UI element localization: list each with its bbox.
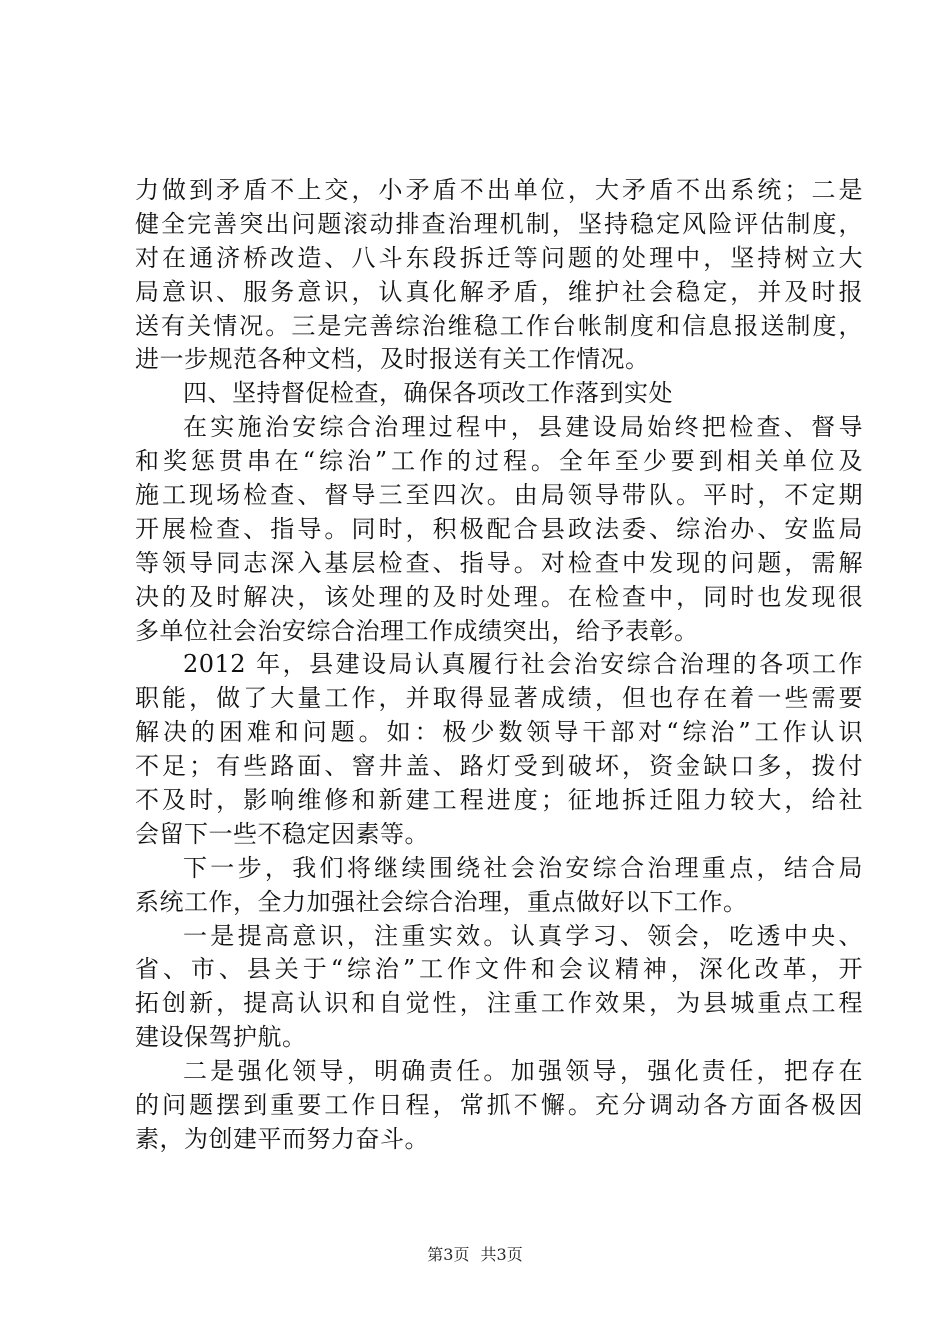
text-line: 送有关情况。三是完善综治维稳工作台帐制度和信息报送制度， xyxy=(135,311,863,340)
paragraph-first-line: 二是强化领导，明确责任。加强领导，强化责任，把存在 xyxy=(183,1057,863,1086)
text-line: 的问题摆到重要工作日程，常抓不懈。充分调动各方面各极因 xyxy=(135,1091,863,1120)
page-footer: 第3页 共3页 xyxy=(427,1245,523,1264)
paragraph-first-line: 在实施治安综合治理过程中，县建设局始终把检查、督导 xyxy=(183,413,863,442)
text-line: 对在通济桥改造、八斗东段拆迁等问题的处理中，坚持树立大 xyxy=(135,243,863,272)
text-line: 素，为创建平而努力奋斗。 xyxy=(135,1124,429,1153)
text-line: 开展检查、指导。同时，积极配合县政法委、综治办、安监局 xyxy=(135,514,863,543)
text-line: 解决的困难和问题。如：极少数领导干部对“综治”工作认识 xyxy=(135,718,863,747)
text-line: 不及时，影响维修和新建工程进度；征地拆迁阻力较大，给社 xyxy=(135,786,863,815)
text-line: 职能，做了大量工作，并取得显著成绩，但也存在着一些需要 xyxy=(135,684,863,713)
text-line: 多单位社会治安综合治理工作成绩突出，给予表彰。 xyxy=(135,616,699,645)
text-line: 进一步规范各种文档，及时报送有关工作情况。 xyxy=(135,345,650,374)
text-line: 会留下一些不稳定因素等。 xyxy=(135,819,429,848)
text-line: 和奖惩贯串在“综治”工作的过程。全年至少要到相关单位及 xyxy=(135,447,863,476)
text-line: 拓创新，提高认识和自觉性，注重工作效果，为县城重点工程 xyxy=(135,989,863,1018)
paragraph-first-line: 下一步，我们将继续围绕社会治安综合治理重点，结合局 xyxy=(183,853,863,882)
paragraph-first-line: 四、坚持督促检查，确保各项改工作落到实处 xyxy=(183,379,673,408)
text-line: 健全完善突出问题滚动排查治理机制，坚持稳定风险评估制度， xyxy=(135,209,863,238)
paragraph-first-line: 2012 年，县建设局认真履行社会治安综合治理的各项工作 xyxy=(183,650,863,679)
text-line: 不足；有些路面、窨井盖、路灯受到破坏，资金缺口多，拨付 xyxy=(135,752,863,781)
text-line: 施工现场检查、督导三至四次。由局领导带队。平时，不定期 xyxy=(135,481,863,510)
text-line: 等领导同志深入基层检查、指导。对检查中发现的问题，需解 xyxy=(135,548,863,577)
document-body xyxy=(135,174,863,1157)
text-line: 决的及时解决，该处理的及时处理。在检查中，同时也发现很 xyxy=(135,582,863,611)
paragraph-first-line: 一是提高意识，注重实效。认真学习、领会，吃透中央、 xyxy=(183,921,863,950)
text-line: 省、市、县关于“综治”工作文件和会议精神，深化改革，开 xyxy=(135,955,863,984)
text-line: 力做到矛盾不上交，小矛盾不出单位，大矛盾不出系统；二是 xyxy=(135,176,863,204)
text-line: 局意识、服务意识，认真化解矛盾，维护社会稳定，并及时报 xyxy=(135,277,863,306)
text-line: 建设保驾护航。 xyxy=(135,1023,307,1052)
text-line: 系统工作，全力加强社会综合治理，重点做好以下工作。 xyxy=(135,887,748,916)
